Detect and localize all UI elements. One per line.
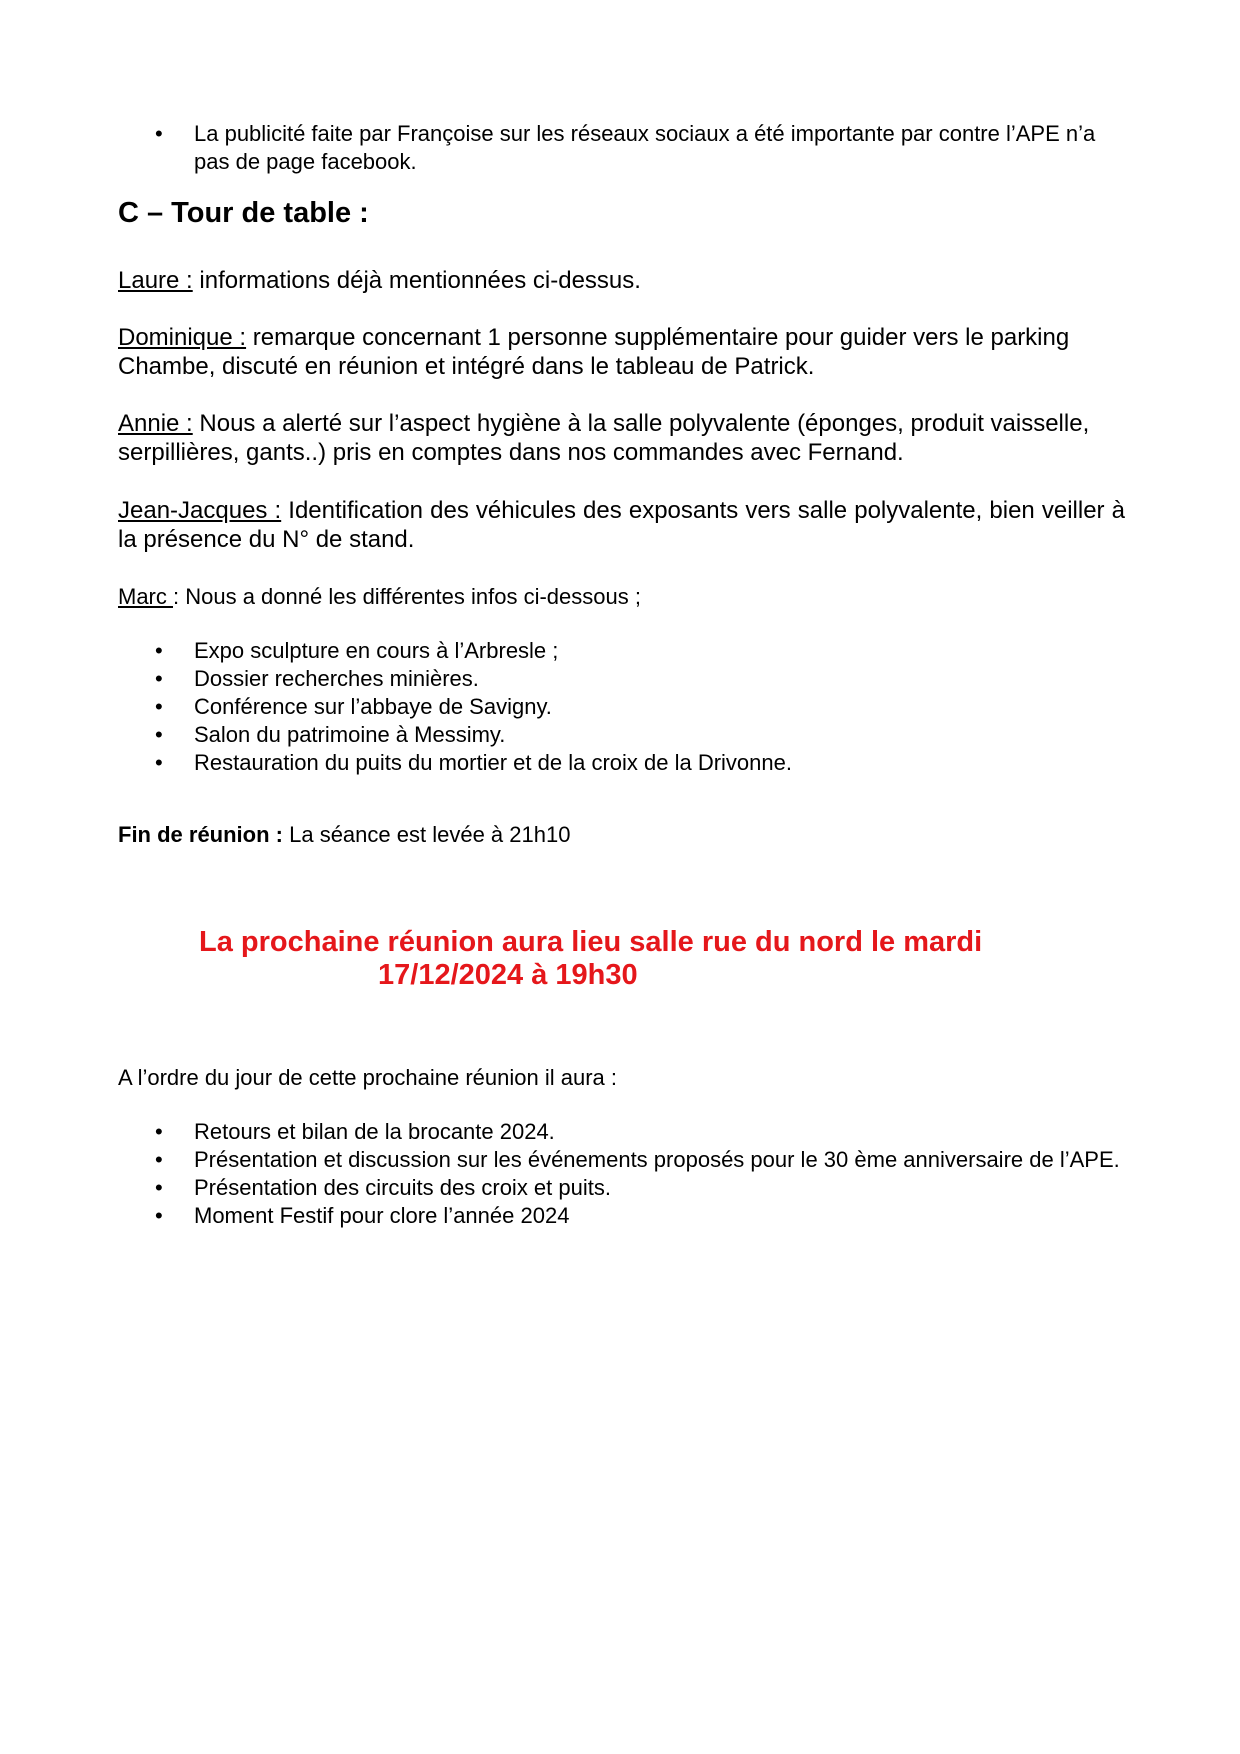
list-item-text: Présentation des circuits des croix et puits. [194, 1175, 611, 1200]
list-item [118, 1146, 1125, 1174]
entry-name: Jean-Jacques : [118, 497, 282, 524]
section-title: C – Tour de table : [118, 197, 369, 229]
entry-text: informations déjà mentionnées ci-dessus. [192, 267, 641, 294]
bullet-icon: • [155, 1147, 163, 1172]
list-item-text: Conférence sur l’abbaye de Savigny. [194, 694, 552, 719]
entry-name: Dominique : [118, 324, 247, 351]
entry-laure [118, 266, 1125, 295]
bullet-icon: • [155, 1119, 163, 1144]
meeting-end-label: Fin de réunion : [118, 822, 283, 847]
list-item-text: Retours et bilan de la brocante 2024. [194, 1119, 555, 1144]
top-bullet-item [118, 120, 1125, 176]
list-item [118, 1202, 1125, 1230]
entry-marc [118, 583, 1125, 611]
entry-text: Nous a alerté sur l’aspect hygiène à la salle polyvalente (éponges, produit vaisselle, serpillières, gants..) pris en comptes dans nos commandes avec Fernand. [118, 410, 1090, 466]
list-item-text: Salon du patrimoine à Messimy. [194, 722, 506, 747]
agenda-intro: A l’ordre du jour de cette prochaine réunion il aura : [118, 1065, 617, 1090]
list-item-text: Dossier recherches minières. [194, 666, 479, 691]
entry-jean-jacques [118, 496, 1125, 554]
entry-text: remarque concernant 1 personne supplémentaire pour guider vers le parking Chambe, discuté en réunion et intégré dans le tableau de Patrick. [118, 324, 1070, 380]
next-meeting-announcement [199, 926, 982, 992]
list-item [118, 721, 1125, 749]
entry-annie [118, 409, 1125, 467]
entry-name: Laure : [118, 267, 193, 294]
top-bullet-text: La publicité faite par Françoise sur les réseaux sociaux a été importante par contre l’APE n’a pas de page facebook. [194, 121, 1096, 174]
announcement-line-1: La prochaine réunion aura lieu salle rue du nord le mardi [199, 926, 983, 958]
bullet-icon: • [155, 1175, 163, 1200]
entry-name: Annie : [118, 410, 193, 437]
entry-text: Identification des véhicules des exposants vers salle polyvalente, bien veiller à la présence du N° de stand. [118, 497, 1125, 553]
list-item-text: Restauration du puits du mortier et de la croix de la Drivonne. [194, 750, 792, 775]
bullet-icon: • [155, 121, 163, 146]
bullet-icon: • [155, 1203, 163, 1228]
announcement-line-2: 17/12/2024 à 19h30 [378, 959, 638, 991]
list-item [118, 665, 1125, 693]
entry-name: Marc [118, 584, 173, 609]
list-item [118, 693, 1125, 721]
marc-info-list [118, 637, 1125, 777]
list-item [118, 1118, 1125, 1146]
entry-dominique [118, 323, 1125, 381]
list-item-text: Moment Festif pour clore l’année 2024 [194, 1203, 570, 1228]
entry-text: : Nous a donné les différentes infos ci-dessous ; [173, 584, 641, 609]
meeting-end-text: La séance est levée à 21h10 [283, 822, 571, 847]
list-item-text: Présentation et discussion sur les événements proposés pour le 30 ème anniversaire de l’APE. [194, 1147, 1120, 1172]
bullet-icon: • [155, 666, 163, 691]
bullet-icon: • [155, 694, 163, 719]
agenda-list [118, 1118, 1125, 1230]
list-item [118, 749, 1125, 777]
bullet-icon: • [155, 638, 163, 663]
bullet-icon: • [155, 722, 163, 747]
list-item-text: Expo sculpture en cours à l’Arbresle ; [194, 638, 559, 663]
meeting-end [118, 821, 1125, 849]
list-item [118, 1174, 1125, 1202]
bullet-icon: • [155, 750, 163, 775]
list-item [118, 637, 1125, 665]
